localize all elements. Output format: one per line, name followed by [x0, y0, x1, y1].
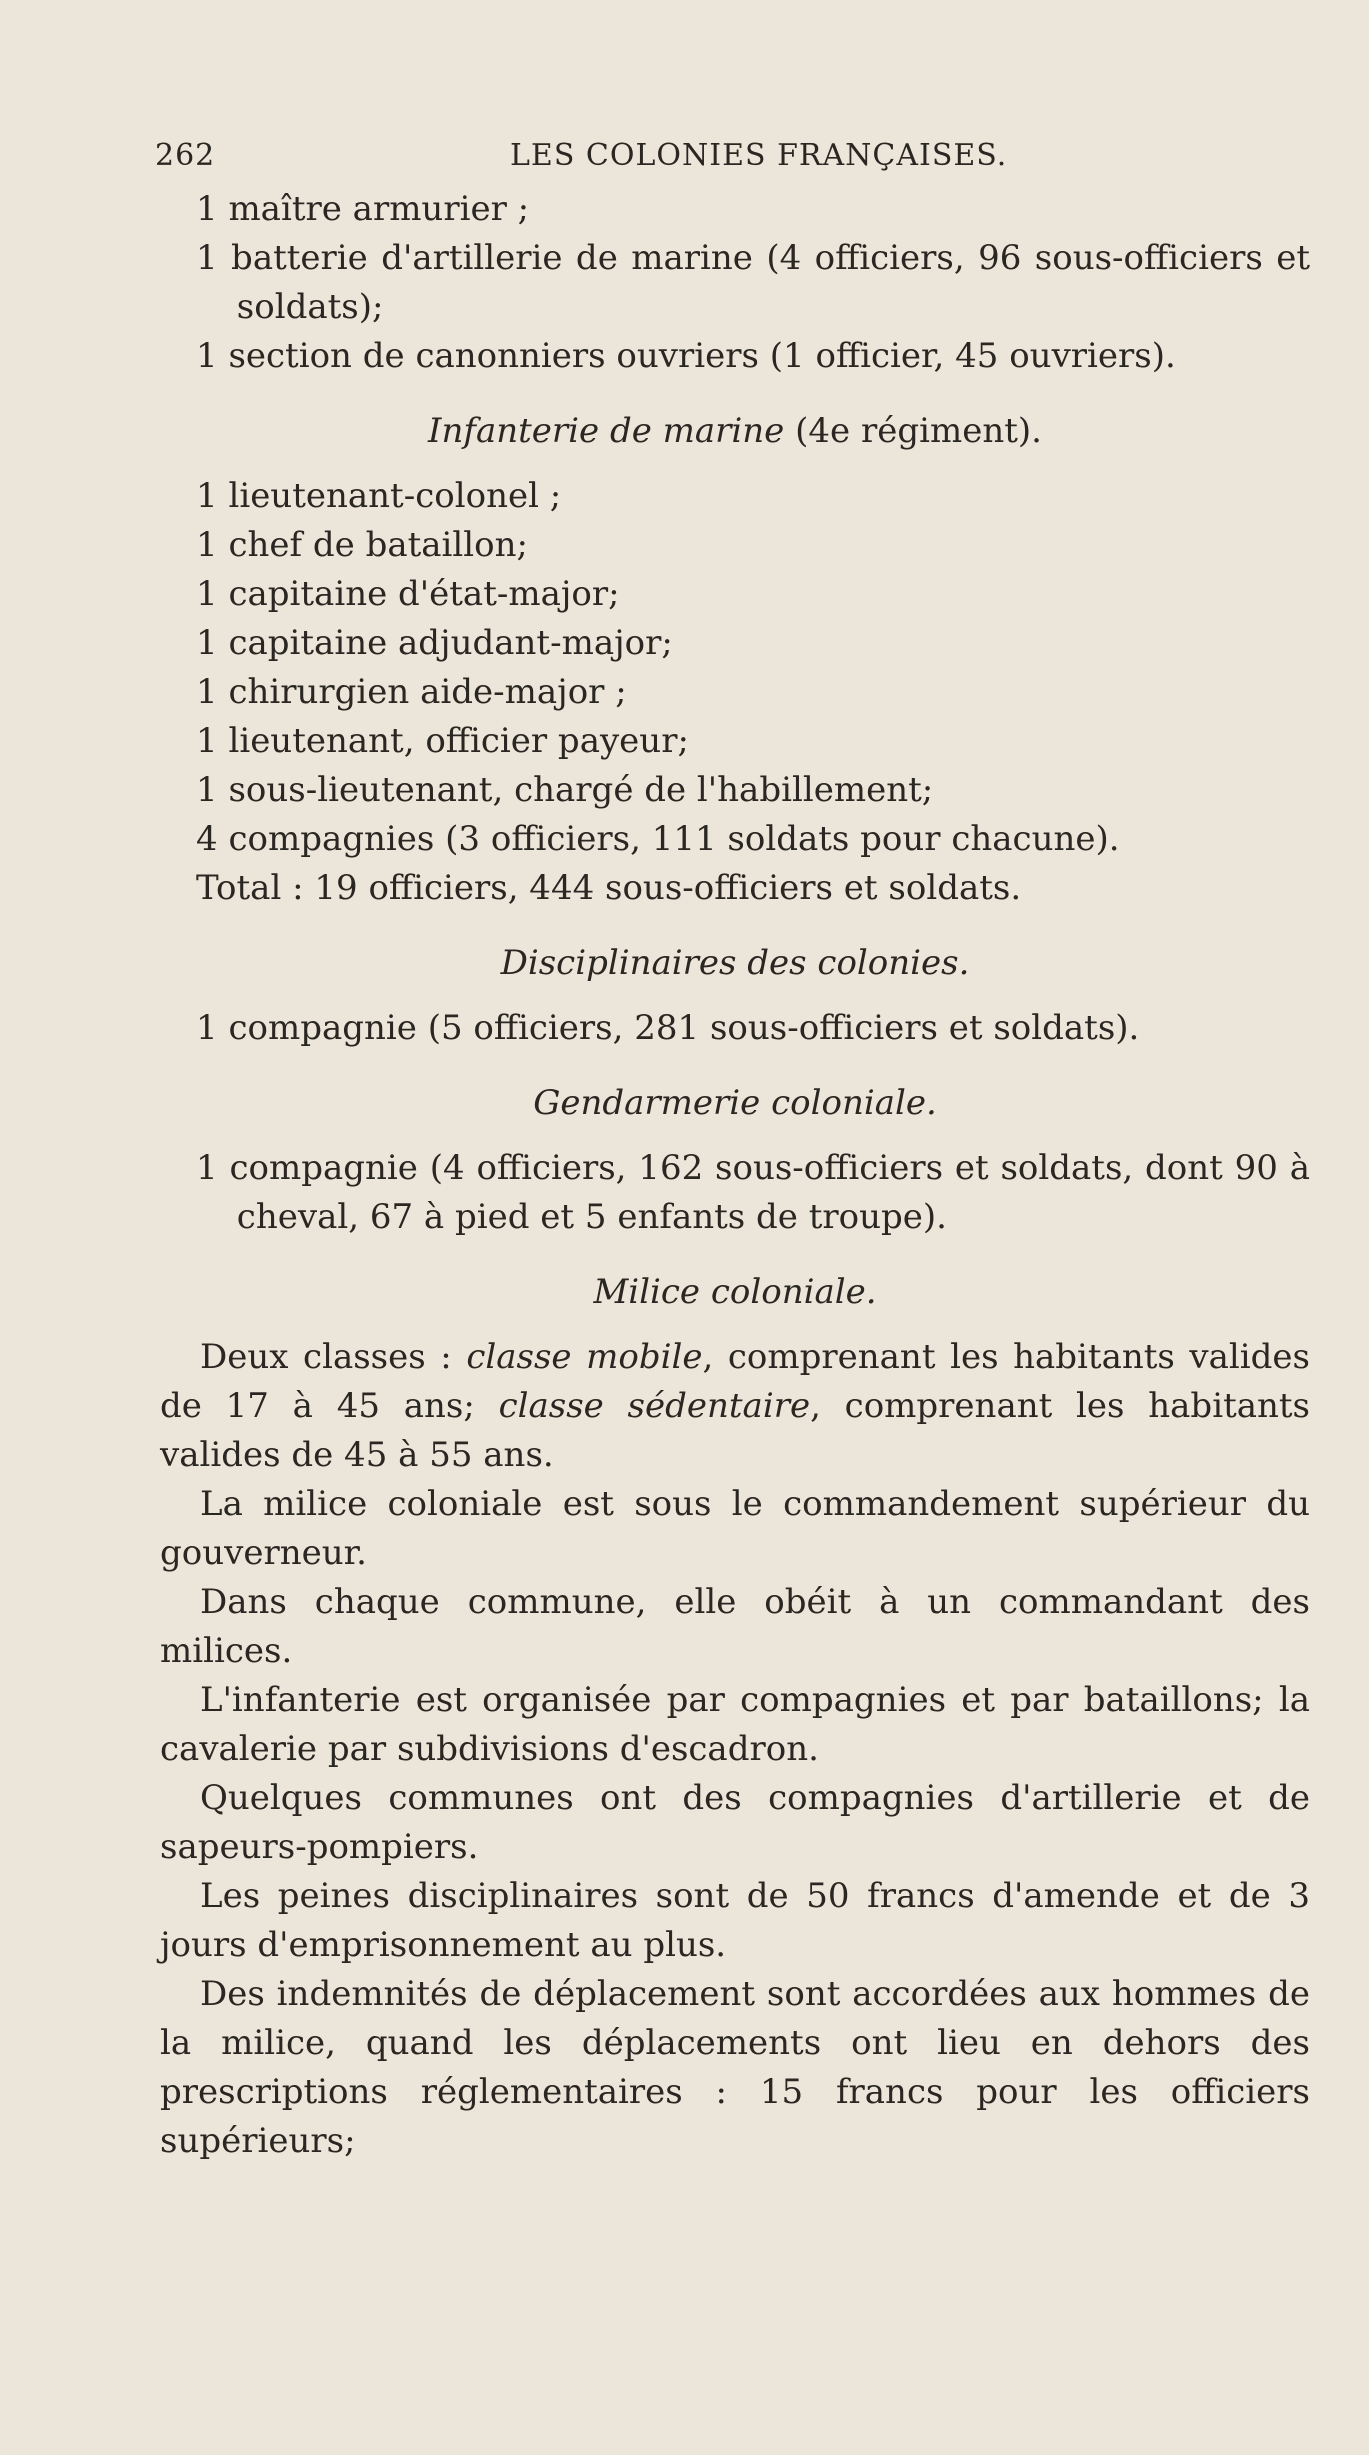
- section-heading-disciplinaires: Disciplinaires des colonies.: [500, 943, 970, 983]
- total-line: Total : 19 officiers, 444 sous-officiers et soldats.: [196, 868, 1022, 908]
- list-item: 1 maître armurier ;: [196, 189, 530, 229]
- list-item: 1 lieutenant-colonel ;: [196, 476, 562, 516]
- list-item: 1 chirurgien aide-major ;: [196, 672, 627, 712]
- running-title: LES COLONIES FRANÇAISES.: [510, 138, 1008, 173]
- paragraph: Dans chaque commune, elle obéit à un commandant des milices.: [160, 1582, 1310, 1671]
- list-item: 1 section de canonniers ouvriers (1 officier, 45 ouvriers).: [196, 336, 1176, 376]
- list-item: 4 compagnies (3 officiers, 111 soldats pour chacune).: [196, 819, 1120, 859]
- section-heading-gendarmerie: Gendarmerie coloniale.: [533, 1083, 937, 1123]
- list-item: 1 lieutenant, officier payeur;: [196, 721, 689, 761]
- list-item: 1 capitaine d'état-major;: [196, 574, 620, 614]
- list-item: 1 capitaine adjudant-major;: [196, 623, 673, 663]
- heading-rest: (4e régiment).: [795, 411, 1042, 451]
- text-run-italic: classe sédentaire: [498, 1386, 811, 1426]
- paragraph: Des indemnités de déplacement sont accordées aux hommes de la milice, quand les déplacements ont lieu en dehors des prescriptions réglementaires : 15 francs pour les officiers supérieurs;: [160, 1974, 1310, 2161]
- text-run: , comprenant les habitants valides de 45 à 55 ans.: [160, 1386, 1311, 1475]
- section-heading-milice: Milice coloniale.: [593, 1272, 877, 1312]
- list-item: 1 chef de bataillon;: [196, 525, 528, 565]
- heading-italic: Infanterie de marine: [428, 411, 785, 451]
- paragraph: La milice coloniale est sous le commandement supérieur du gouverneur.: [160, 1484, 1310, 1573]
- list-item: 1 compagnie (4 officiers, 162 sous-officiers et soldats, dont 90 à cheval, 67 à pied et 5 enfants de troupe).: [196, 1148, 1310, 1237]
- section-heading-infanterie: [160, 407, 1310, 456]
- running-header: [155, 138, 1305, 178]
- list-item: 1 sous-lieutenant, chargé de l'habillement;: [196, 770, 934, 810]
- paragraph: Quelques communes ont des compagnies d'artillerie et de sapeurs-pompiers.: [160, 1778, 1310, 1867]
- text-run: Deux classes :: [200, 1337, 467, 1377]
- list-item: 1 batterie d'artillerie de marine (4 officiers, 96 sous-officiers et soldats);: [196, 238, 1310, 327]
- page-number: 262: [155, 138, 216, 173]
- paragraph: Les peines disciplinaires sont de 50 francs d'amende et de 3 jours d'emprisonnement au plus.: [160, 1876, 1310, 1965]
- paragraph-classes: [160, 1333, 1310, 1480]
- page-body: [160, 185, 1310, 2166]
- list-item: 1 compagnie (5 officiers, 281 sous-officiers et soldats).: [196, 1008, 1140, 1048]
- text-run-italic: classe mobile: [466, 1337, 703, 1377]
- text-run: , comprenant les habitants valides de 17 à 45 ans;: [160, 1337, 1310, 1426]
- paragraph: L'infanterie est organisée par compagnies et par bataillons; la cavalerie par subdivisions d'escadron.: [160, 1680, 1310, 1769]
